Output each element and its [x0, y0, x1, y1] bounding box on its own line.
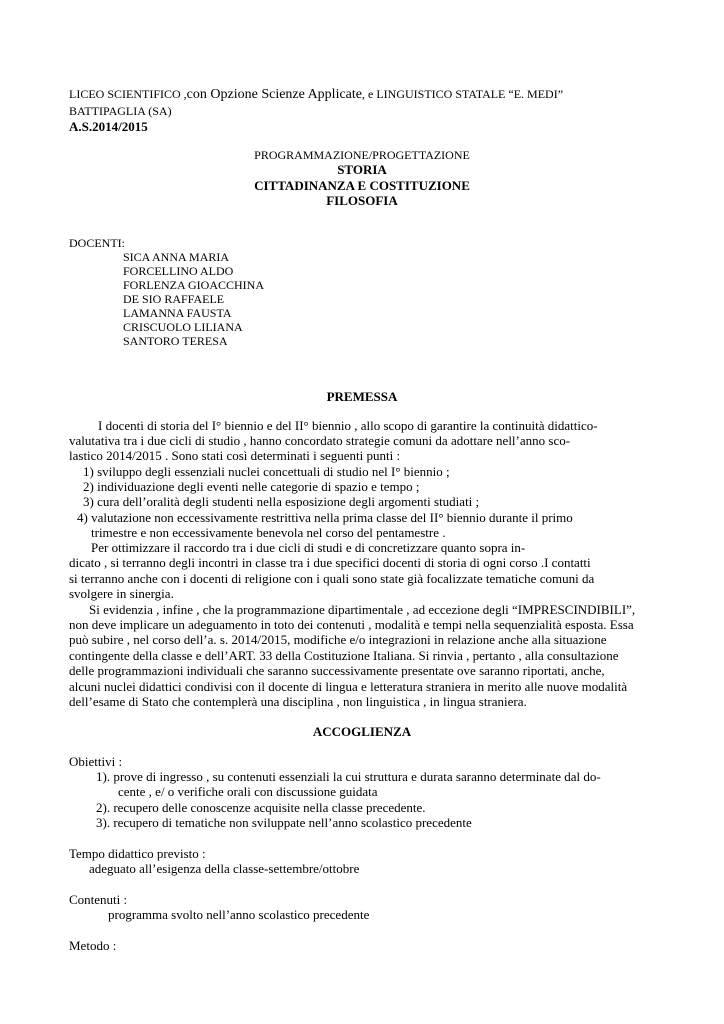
docente-name: DE SIO RAFFAELE	[123, 292, 225, 306]
premessa-evidenzia-line: non deve implicare un adeguamento in toto dei contenuti , modalità e tempi nella sequenzialità esposta. Essa	[69, 617, 634, 632]
premessa-evidenzia-line: alcuni nuclei didattici condivisi con il docente di lingua e letteratura straniera in merito alle nuove modalità	[69, 679, 628, 694]
premessa-evidenzia-line: Si evidenzia , infine , che la programmazione dipartimentale , ad eccezione degli “IMPRESCINDIBILI”,	[89, 602, 636, 617]
premessa-point: 4) valutazione non eccessivamente restrittiva nella prima classe del II° biennio durante il primo	[77, 510, 573, 525]
docente-name: SANTORO TERESA	[123, 334, 228, 348]
docente-name: CRISCUOLO LILIANA	[123, 320, 243, 334]
premessa-point: trimestre e non eccessivamente benevola nel corso del pentamestre .	[91, 525, 446, 540]
premessa-point: 1) sviluppo degli essenziali nuclei concettuali di studio nel I° biennio ;	[83, 464, 450, 479]
premessa-point: 2) individuazione degli eventi nelle categorie di spazio e tempo ;	[83, 479, 420, 494]
premessa-point: 3) cura dell’oralità degli studenti nella esposizione degli argomenti studiati ;	[83, 494, 480, 509]
docente-name: SICA ANNA MARIA	[123, 250, 230, 264]
obiettivo-item: 1). prove di ingresso , su contenuti essenziali la cui struttura e durata saranno determinate dal do-	[96, 769, 601, 784]
premessa-evidenzia-line: dell’esame di Stato che contemplerà una disciplina , non linguistica , in lingua straniera.	[69, 694, 527, 709]
premessa-evidenzia-line: contingente della classe e dell’ART. 33 della Costituzione Italiana. Si rinvia , pertanto , alla consultazione	[69, 648, 619, 663]
metodo-label: Metodo :	[69, 938, 117, 953]
premessa-raccordo-line: si terranno anche con i docenti di religione con i quali sono state già focalizzate tematiche comuni da	[69, 571, 595, 586]
contenuti-value: programma svolto nell’anno scolastico precedente	[108, 907, 370, 922]
docente-name: FORCELLINO ALDO	[123, 264, 234, 278]
premessa-raccordo-line: Per ottimizzare il raccordo tra i due cicli di studi e di concretizzare quanto sopra in-	[91, 540, 526, 555]
docente-name: LAMANNA FAUSTA	[123, 306, 232, 320]
premessa-evidenzia-line: può subire , nel corso dell’a. s. 2014/2015, modifiche e/o integrazioni in relazione anche alla situazione	[69, 632, 607, 647]
school-city: BATTIPAGLIA (SA)	[69, 104, 172, 118]
title-cittadinanza: CITTADINANZA E COSTITUZIONE	[254, 178, 470, 193]
title-programmazione: PROGRAMMAZIONE/PROGETTAZIONE	[254, 148, 470, 162]
obiettivo-item: cente , e/ o verifiche orali con discussione guidata	[118, 784, 378, 799]
premessa-evidenzia-line: delle programmazioni individuali che saranno successivamente presentate ove saranno riportati, anche,	[69, 663, 605, 678]
tempo-value: adeguato all’esigenza della classe-settembre/ottobre	[89, 861, 360, 876]
premessa-heading: PREMESSA	[326, 389, 398, 404]
title-filosofia: FILOSOFIA	[326, 193, 398, 208]
obiettivi-label: Obiettivi :	[69, 754, 123, 769]
premessa-intro-line: lastico 2014/2015 . Sono stati così determinati i seguenti punti :	[69, 448, 401, 463]
docente-name: FORLENZA GIOACCHINA	[123, 278, 264, 292]
school-year: A.S.2014/2015	[69, 119, 148, 134]
docenti-label: DOCENTI:	[69, 236, 125, 250]
accoglienza-heading: ACCOGLIENZA	[312, 724, 412, 739]
tempo-label: Tempo didattico previsto :	[69, 846, 206, 861]
school-name-option: con Opzione Scienze Applicate	[186, 87, 362, 102]
obiettivo-item: 2). recupero delle conoscenze acquisite nella classe precedente.	[96, 800, 426, 815]
premessa-raccordo-line: dicato , si terranno degli incontri in classe tra i due specifici docenti di storia di ogni corso .I contatti	[69, 555, 591, 570]
premessa-intro-line: valutativa tra i due cicli di studio , hanno concordato strategie comuni da adottare nell’anno sco-	[69, 433, 571, 448]
premessa-raccordo-line: svolgere in sinergia.	[69, 586, 174, 601]
obiettivo-item: 3). recupero di tematiche non sviluppate nell’anno scolastico precedente	[96, 815, 472, 830]
school-name-part2: , e LINGUISTICO STATALE “E. MEDI”	[362, 87, 564, 101]
premessa-intro-line: I docenti di storia del I° biennio e del II° biennio , allo scopo di garantire la continuità didattico-	[98, 418, 598, 433]
contenuti-label: Contenuti :	[69, 892, 128, 907]
school-name	[69, 87, 563, 103]
title-storia: STORIA	[337, 162, 387, 177]
school-name-part1: LICEO SCIENTIFICO ,	[69, 87, 187, 101]
